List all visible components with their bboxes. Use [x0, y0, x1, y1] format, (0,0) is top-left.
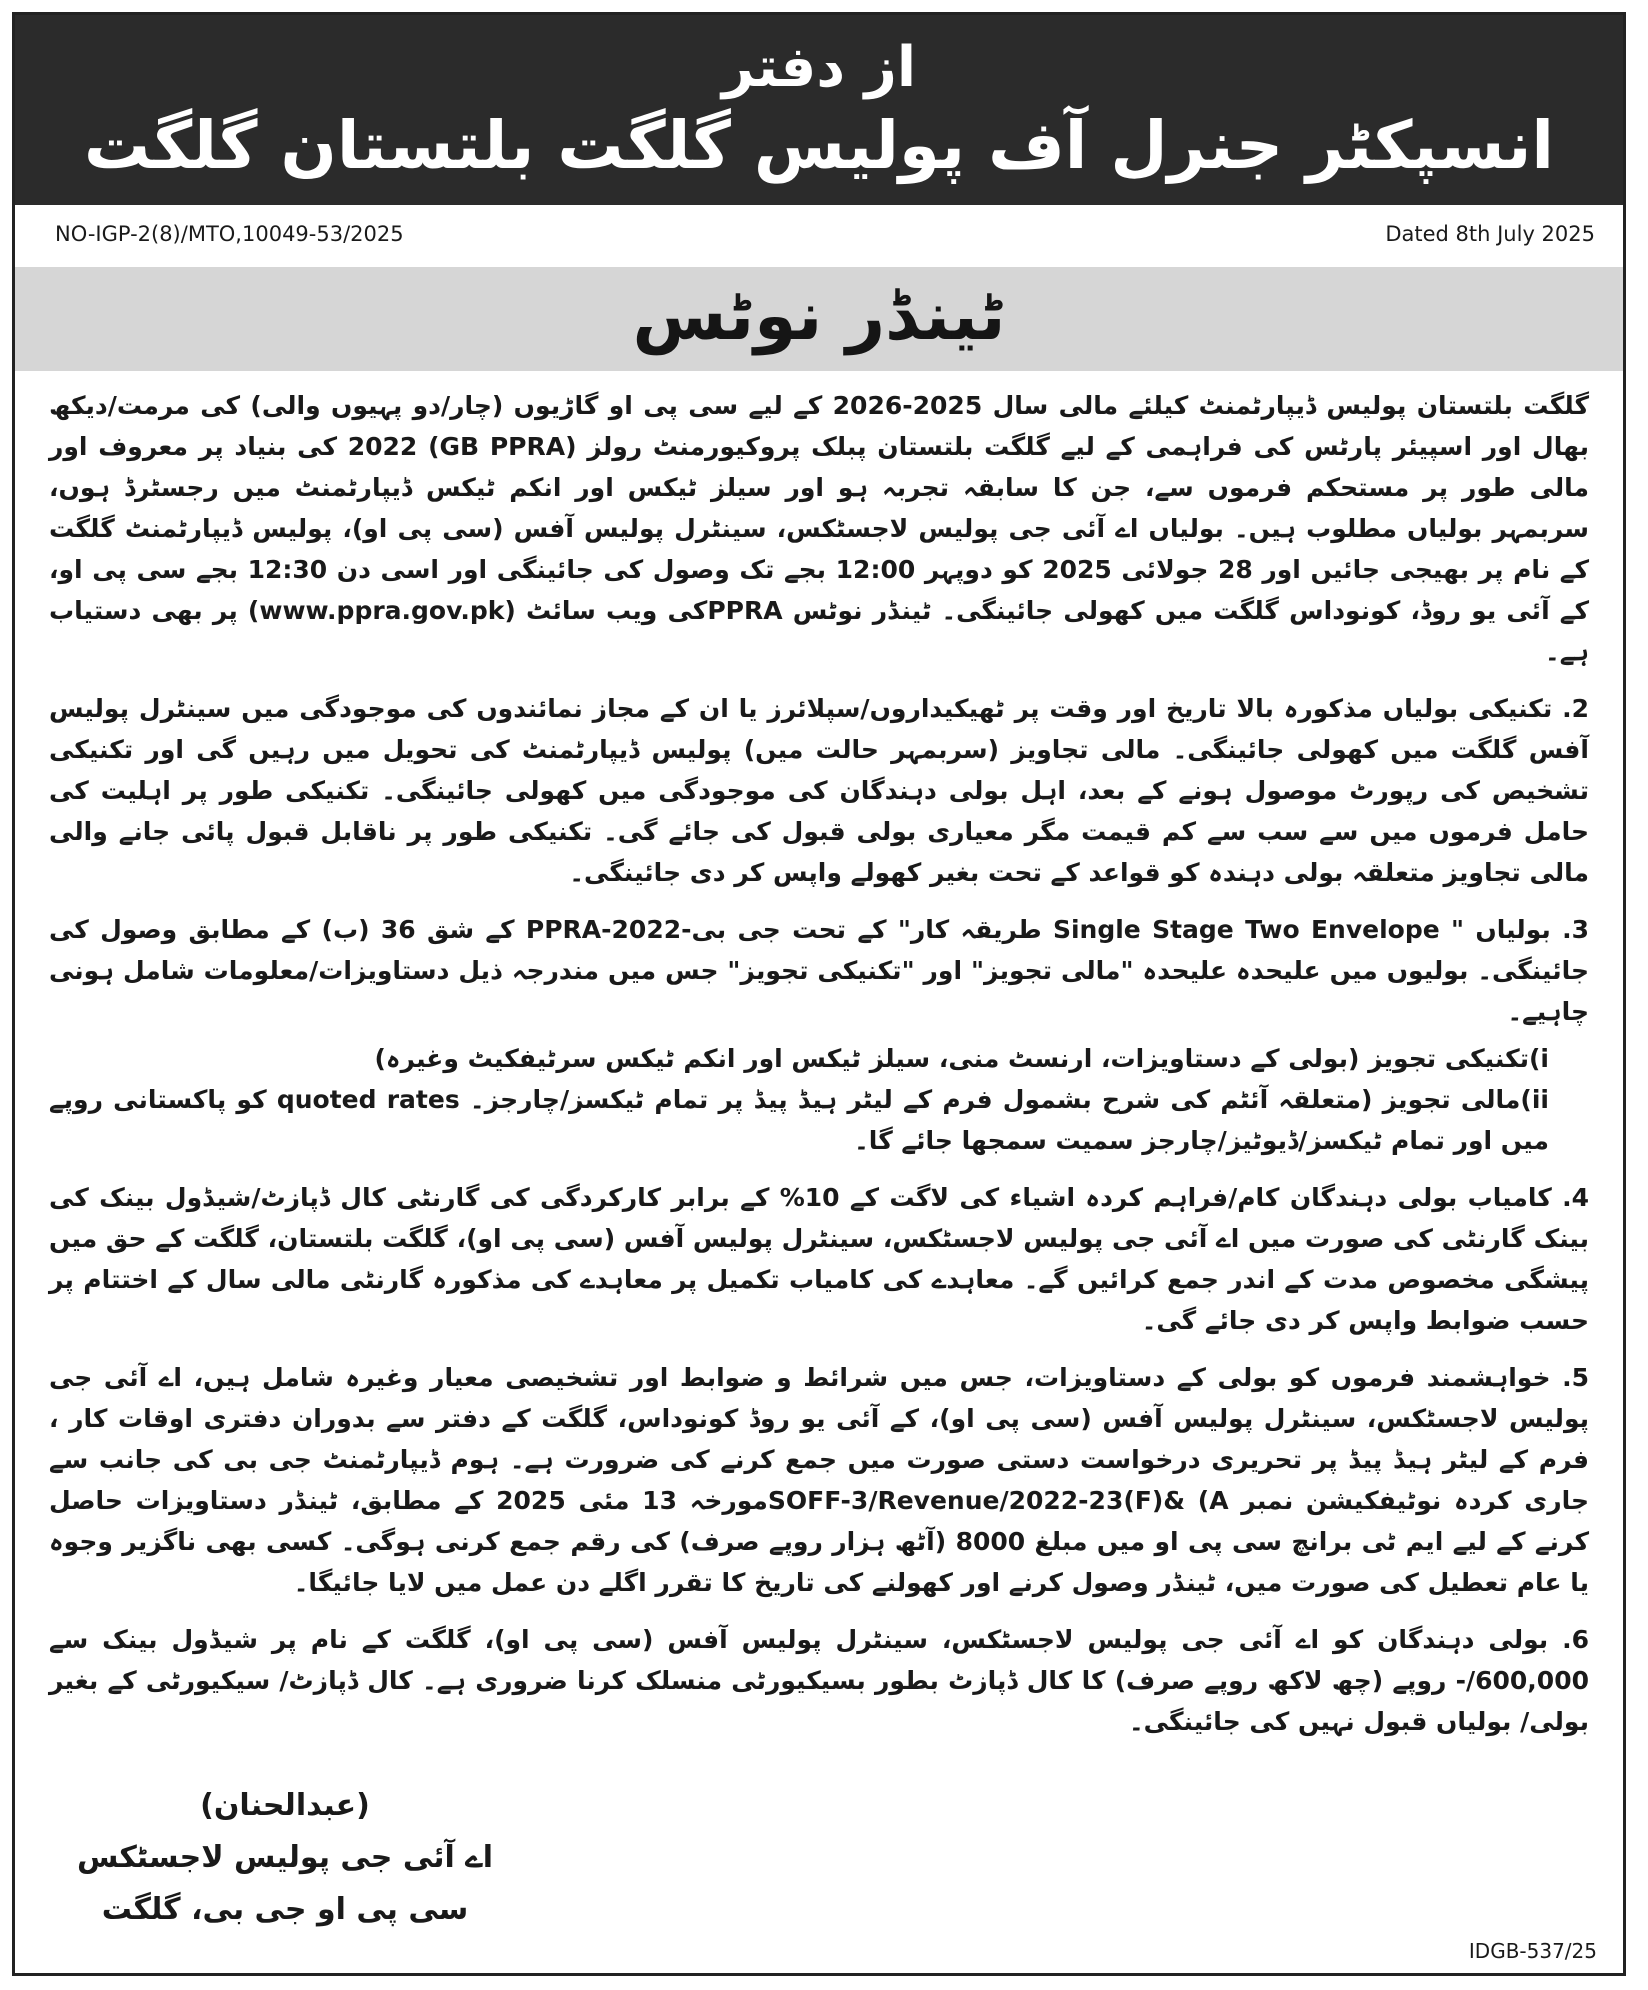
sub-item-technical-proposal: i)تکنیکی تجویز (بولی کے دستاویزات، ارنسٹ منی، سیلز ٹیکس اور انکم ٹیکس سرٹیفکیٹ وغیرہ) — [374, 1044, 1549, 1073]
date-line: Dated 8th July 2025 — [1385, 222, 1595, 246]
signatory-designation: اے آئی جی پولیس لاجسٹکس — [76, 1840, 494, 1875]
sub-item-financial-proposal: ii)مالی تجویز (متعلقہ آئٹم کی شرح بشمول فرم کے لیٹر ہیڈ پیڈ پر تمام ٹیکسز/چارجز۔ quoted rates کو پاکستانی روپے میں اور تمام ٹیکسز/ڈیوٹیز/چارجز سمیت سمجھا جائے گا۔ — [49, 1085, 1549, 1155]
paragraph-5: 5. خواہشمند فرموں کو بولی کے دستاویزات، جس میں شرائط و ضوابط اور تشخیصی معیار وغیرہ شامل ہیں، اے آئی جی پولیس لاجسٹکس، سینٹرل پولیس آفس (سی پی او)، کے آئی یو روڈ کونوداس، گلگت کے دفتر سے بدوران دفتری اوقات کار ، فرم کے لیٹر ہیڈ پیڈ پر تحریری درخواست دستی صورت میں جمع کرنے کی ضرورت ہے۔ ہوم ڈیپارٹمنٹ جی بی کی جانب سے جاری کردہ نوٹیفکیشن نمبر SOFF-3/Revenue/2022-23(F)& (Aمورخہ 13 مئی 2025 کے مطابق، ٹینڈر دستاویزات حاصل کرنے کے لیے ایم ٹی برانچ سی پی او میں مبلغ 8000 (آٹھ ہزار روپے صرف) کی رقم جمع کرنی ہوگی۔ کسی بھی ناگزیر وجوہ یا عام تعطیل کی صورت میں، ٹینڈر وصول کرنے اور کھولنے کی تاریخ کا تقرر اگلے دن عمل میں لایا جائیگا۔ — [49, 1363, 1589, 1597]
signature-block — [65, 1780, 505, 1936]
ad-code: IDGB-537/25 — [1468, 1939, 1597, 1963]
signatory-office: سی پی او جی بی، گلگت — [101, 1892, 469, 1927]
notice-title: ٹینڈر نوٹس — [632, 277, 1006, 356]
notice-body — [49, 385, 1589, 1758]
paragraph-3: 3. بولیاں " Single Stage Two Envelope طریقہ کار" کے تحت جی بی-PPRA-2022 کے شق 36 (ب) کے مطابق وصول کی جائینگی۔ بولیوں میں علیحدہ علیحدہ "مالی تجویز" اور "تکنیکی تجویز" جس میں مندرجہ ذیل دستاویزات/معلومات شامل ہونی چاہیے۔ — [49, 915, 1589, 1026]
office-header — [15, 15, 1623, 205]
notice-frame — [12, 12, 1626, 1976]
paragraph-6: 6. بولی دہندگان کو اے آئی جی پولیس لاجسٹکس، سینٹرل پولیس آفس (سی پی او)، گلگت کے نام پر شیڈول بینک سے 600,000/- روپے (چھ لاکھ روپے صرف) کا کال ڈپازٹ بطور بسیکیورٹی منسلک کرنا ضروری ہے۔ کال ڈپازٹ/ سیکیورٹی کے بغیر بولی/ بولیاں قبول نہیں کی جائینگی۔ — [49, 1625, 1589, 1736]
title-bar — [15, 267, 1623, 371]
header-line-from-office: از دفتر — [721, 35, 917, 100]
header-line-office-name: انسپکٹر جنرل آف پولیس گلگت بلتستان گلگت — [83, 107, 1555, 184]
paragraph-2: 2. تکنیکی بولیاں مذکورہ بالا تاریخ اور وقت پر ٹھیکیداروں/سپلائرز یا ان کے مجاز نمائندوں کی موجودگی میں سینٹرل پولیس آفس گلگت میں کھولی جائینگی۔ مالی تجاویز (سربمہر حالت میں) پولیس ڈیپارٹمنٹ کی تحویل میں رہیں گی اور تکنیکی تشخیص کی رپورٹ موصول ہونے کے بعد، اہل بولی دہندگان کی موجودگی میں کھولی جائینگی۔ تکنیکی طور پر اہلیت کی حامل فرموں میں سے سب سے کم قیمت مگر معیاری بولی قبول کی جائے گی۔ تکنیکی طور پر ناقابل قبول پائی جانے والی مالی تجاویز متعلقہ بولی دہندہ کو قواعد کے تحت بغیر کھولے واپس کر دی جائینگی۔ — [49, 694, 1589, 887]
paragraph-1: گلگت بلتستان پولیس ڈیپارٹمنٹ کیلئے مالی سال 2025-2026 کے لیے سی پی او گاڑیوں (چار/دو پہیوں والی) کی مرمت/دیکھ بھال اور اسپیئر پارٹس کی فراہمی کے لیے گلگت بلتستان پبلک پروکیورمنٹ رولز (GB PPRA) 2022 کی بنیاد پر معروف اور مالی طور پر مستحکم فرموں سے، جن کا سابقہ تجربہ ہو اور سیلز ٹیکس اور انکم ٹیکس ڈیپارٹمنٹ میں رجسٹرڈ ہوں، سربمہر بولیاں مطلوب ہیں۔ بولیاں اے آئی جی پولیس لاجسٹکس، سینٹرل پولیس آفس (سی پی او)، پولیس ڈیپارٹمنٹ گلگت کے نام پر بھیجی جائیں اور 28 جولائی 2025 کو دوپہر 12:00 بجے تک وصول کی جائینگی اور اسی دن 12:30 بجے سی پی او، کے آئی یو روڈ، کونوداس گلگت میں کھولی جائینگی۔ ٹینڈر نوٹس PPRAکی ویب سائٹ (www.ppra.gov.pk) پر بھی دستیاب ہے۔ — [49, 391, 1590, 666]
signatory-name: (عبدالحنان) — [200, 1788, 370, 1823]
reference-number: NO-IGP-2(8)/MTO,10049-53/2025 — [55, 222, 404, 246]
reference-bar — [15, 210, 1623, 262]
paragraph-4: 4. کامیاب بولی دہندگان کام/فراہم کردہ اشیاء کی لاگت کے 10% کے برابر کارکردگی کی گارنٹی کال ڈپازٹ/شیڈول بینک کی بینک گارنٹی کی صورت میں اے آئی جی پولیس لاجسٹکس، سینٹرل پولیس آفس (سی پی او)، گلگت بلتستان، گلگت کے حق میں پیشگی مخصوص مدت کے اندر جمع کرائیں گے۔ معاہدے کی کامیاب تکمیل پر معاہدے کی مذکورہ گارنٹی مالی سال کے اختتام پر حسب ضوابط واپس کر دی جائے گی۔ — [49, 1183, 1589, 1335]
